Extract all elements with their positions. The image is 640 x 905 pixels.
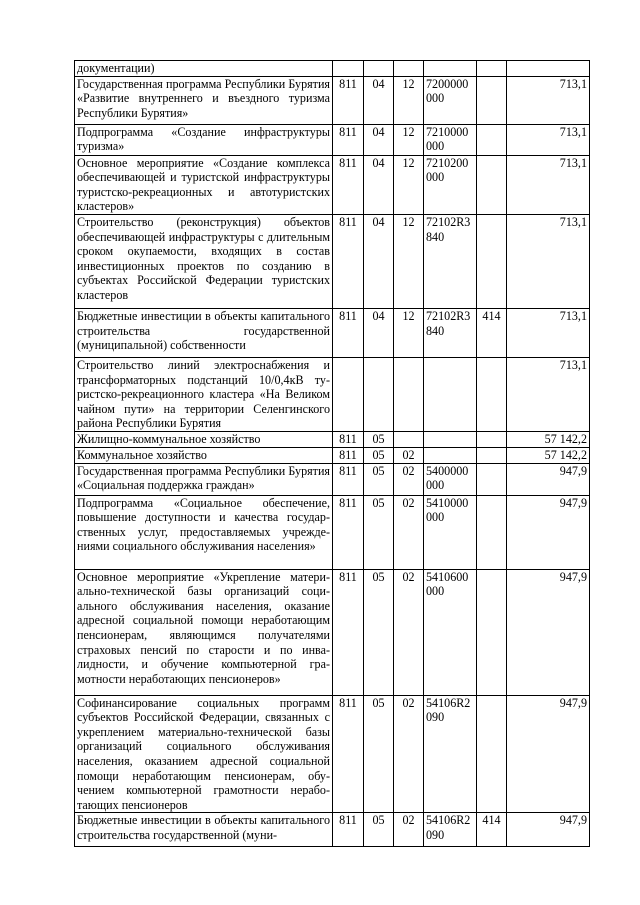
row-expense-type (477, 447, 507, 463)
row-subsection-code: 02 (394, 495, 424, 569)
row-expense-type (477, 76, 507, 124)
row-section-code: 04 (364, 76, 394, 124)
row-expense-type (477, 431, 507, 447)
row-amount: 947,9 (507, 495, 590, 569)
row-target-article: 72102R3​840 (424, 214, 477, 308)
row-admin-code: 811 (333, 308, 364, 357)
row-name: Основное мероприятие «Укрепление материально-технической базы организаций социального обслуживания населения, оказание адресной социальной помощи неработающим пенсионерам, являющимся получателями страховых пенсий по старости и по инвалидности, и обучение компьютерной грамотности неработающих пенсионеров» (75, 569, 333, 695)
row-expense-type (477, 357, 507, 431)
row-admin-code: 811 (333, 495, 364, 569)
row-admin-code (333, 61, 364, 77)
row-admin-code: 811 (333, 569, 364, 695)
row-subsection-code: 02 (394, 463, 424, 495)
row-name: Государственная программа Республики Бурятия «Развитие внутреннего и въездного туризма Республики Бурятия» (75, 76, 333, 124)
row-expense-type (477, 214, 507, 308)
row-target-article (424, 61, 477, 77)
table-row (75, 695, 590, 813)
row-name: Строительство (реконструкция) объектов обеспечивающей инфраструктуры с длительным сроком окупаемости, входящих в состав инвестиционных проектов по созданию в субъектах Российской Федерации туристских кластеров (75, 214, 333, 308)
row-target-article: 72102R3​840 (424, 308, 477, 357)
row-admin-code: 811 (333, 214, 364, 308)
row-section-code (364, 357, 394, 431)
row-subsection-code: 02 (394, 447, 424, 463)
row-admin-code: 811 (333, 431, 364, 447)
row-amount: 57 142,2 (507, 431, 590, 447)
row-section-code: 04 (364, 308, 394, 357)
table-row (75, 124, 590, 155)
row-subsection-code: 02 (394, 569, 424, 695)
row-section-code: 04 (364, 124, 394, 155)
row-amount: 713,1 (507, 76, 590, 124)
row-target-article: 7210000​000 (424, 124, 477, 155)
table-row (75, 76, 590, 124)
row-target-article: 7210200​000 (424, 155, 477, 214)
row-name: Подпрограмма «Социальное обеспечение, повышение доступности и качества государственных услуг, предоставляемых учреждениями социального обслуживания населения» (75, 495, 333, 569)
row-expense-type: 414 (477, 308, 507, 357)
row-amount: 57 142,2 (507, 447, 590, 463)
row-expense-type (477, 569, 507, 695)
row-expense-type (477, 695, 507, 813)
row-amount: 947,9 (507, 695, 590, 813)
table-row (75, 61, 590, 77)
row-section-code: 05 (364, 695, 394, 813)
row-name: Жилищно-коммунальное хозяйство (75, 431, 333, 447)
row-amount: 947,9 (507, 463, 590, 495)
row-name: Бюджетные инвестиции в объекты капитального строительства государственной (муниципальной) собственности (75, 308, 333, 357)
row-admin-code: 811 (333, 155, 364, 214)
table-row (75, 214, 590, 308)
row-target-article: 54106R2​090 (424, 813, 477, 847)
row-section-code: 05 (364, 495, 394, 569)
row-amount (507, 61, 590, 77)
row-target-article: 5410600​000 (424, 569, 477, 695)
table-row (75, 431, 590, 447)
table-row (75, 155, 590, 214)
row-section-code: 04 (364, 214, 394, 308)
row-admin-code: 811 (333, 813, 364, 847)
row-subsection-code: 12 (394, 124, 424, 155)
row-section-code: 05 (364, 447, 394, 463)
row-name: Основное мероприятие «Создание комплекса обеспечивающей и туристской инфраструктуры туристско-рекреационных и автотуристских кластеров» (75, 155, 333, 214)
row-section-code: 05 (364, 431, 394, 447)
row-admin-code: 811 (333, 76, 364, 124)
row-admin-code: 811 (333, 447, 364, 463)
row-target-article: 5410000​000 (424, 495, 477, 569)
row-subsection-code: 12 (394, 214, 424, 308)
row-admin-code: 811 (333, 463, 364, 495)
row-target-article (424, 357, 477, 431)
row-expense-type: 414 (477, 813, 507, 847)
row-name: документации) (75, 61, 333, 77)
row-target-article: 5400000​000 (424, 463, 477, 495)
row-name: Коммунальное хозяйство (75, 447, 333, 463)
row-expense-type (477, 463, 507, 495)
row-target-article: 7200000​000 (424, 76, 477, 124)
row-name: Подпрограмма «Создание инфраструктуры туризма» (75, 124, 333, 155)
row-amount: 713,1 (507, 155, 590, 214)
row-subsection-code (394, 61, 424, 77)
table-row (75, 569, 590, 695)
row-expense-type (477, 155, 507, 214)
table-row (75, 308, 590, 357)
row-section-code: 05 (364, 569, 394, 695)
table-row (75, 447, 590, 463)
row-target-article (424, 431, 477, 447)
row-target-article (424, 447, 477, 463)
row-name: Бюджетные инвестиции в объекты капитального строительства государственной (муни- (75, 813, 333, 847)
row-section-code: 05 (364, 463, 394, 495)
row-subsection-code: 12 (394, 155, 424, 214)
row-amount: 947,9 (507, 569, 590, 695)
row-name: Государственная программа Республики Бурятия «Социальная поддержка граждан» (75, 463, 333, 495)
row-name: Строительство линий электроснабжения и трансформаторных подстанций 10/0,4кВ туристско-рекреационного кластера «На Великом чайном пути» на территории Селенгинского района Республики Бурятия (75, 357, 333, 431)
row-amount: 713,1 (507, 124, 590, 155)
row-subsection-code: 12 (394, 76, 424, 124)
row-subsection-code (394, 431, 424, 447)
row-expense-type (477, 61, 507, 77)
row-section-code: 04 (364, 155, 394, 214)
row-target-article: 54106R2​090 (424, 695, 477, 813)
row-name: Софинансирование социальных программ субъектов Российской Федерации, связанных с укреплением материально-технической базы организаций социального обслуживания населения, оказанием адресной социальной помощи неработающим пенсионерам, обучением компьютерной грамотности неработающих пенсионеров (75, 695, 333, 813)
row-admin-code: 811 (333, 124, 364, 155)
row-subsection-code (394, 357, 424, 431)
table-row (75, 495, 590, 569)
row-amount: 713,1 (507, 214, 590, 308)
row-subsection-code: 12 (394, 308, 424, 357)
row-amount: 713,1 (507, 308, 590, 357)
budget-table (74, 60, 590, 847)
row-subsection-code: 02 (394, 695, 424, 813)
table-row (75, 813, 590, 847)
row-amount: 713,1 (507, 357, 590, 431)
row-section-code: 05 (364, 813, 394, 847)
row-amount: 947,9 (507, 813, 590, 847)
row-expense-type (477, 124, 507, 155)
row-admin-code (333, 357, 364, 431)
table-row (75, 463, 590, 495)
row-subsection-code: 02 (394, 813, 424, 847)
table-row (75, 357, 590, 431)
row-admin-code: 811 (333, 695, 364, 813)
table-body (75, 61, 590, 847)
row-section-code (364, 61, 394, 77)
row-expense-type (477, 495, 507, 569)
